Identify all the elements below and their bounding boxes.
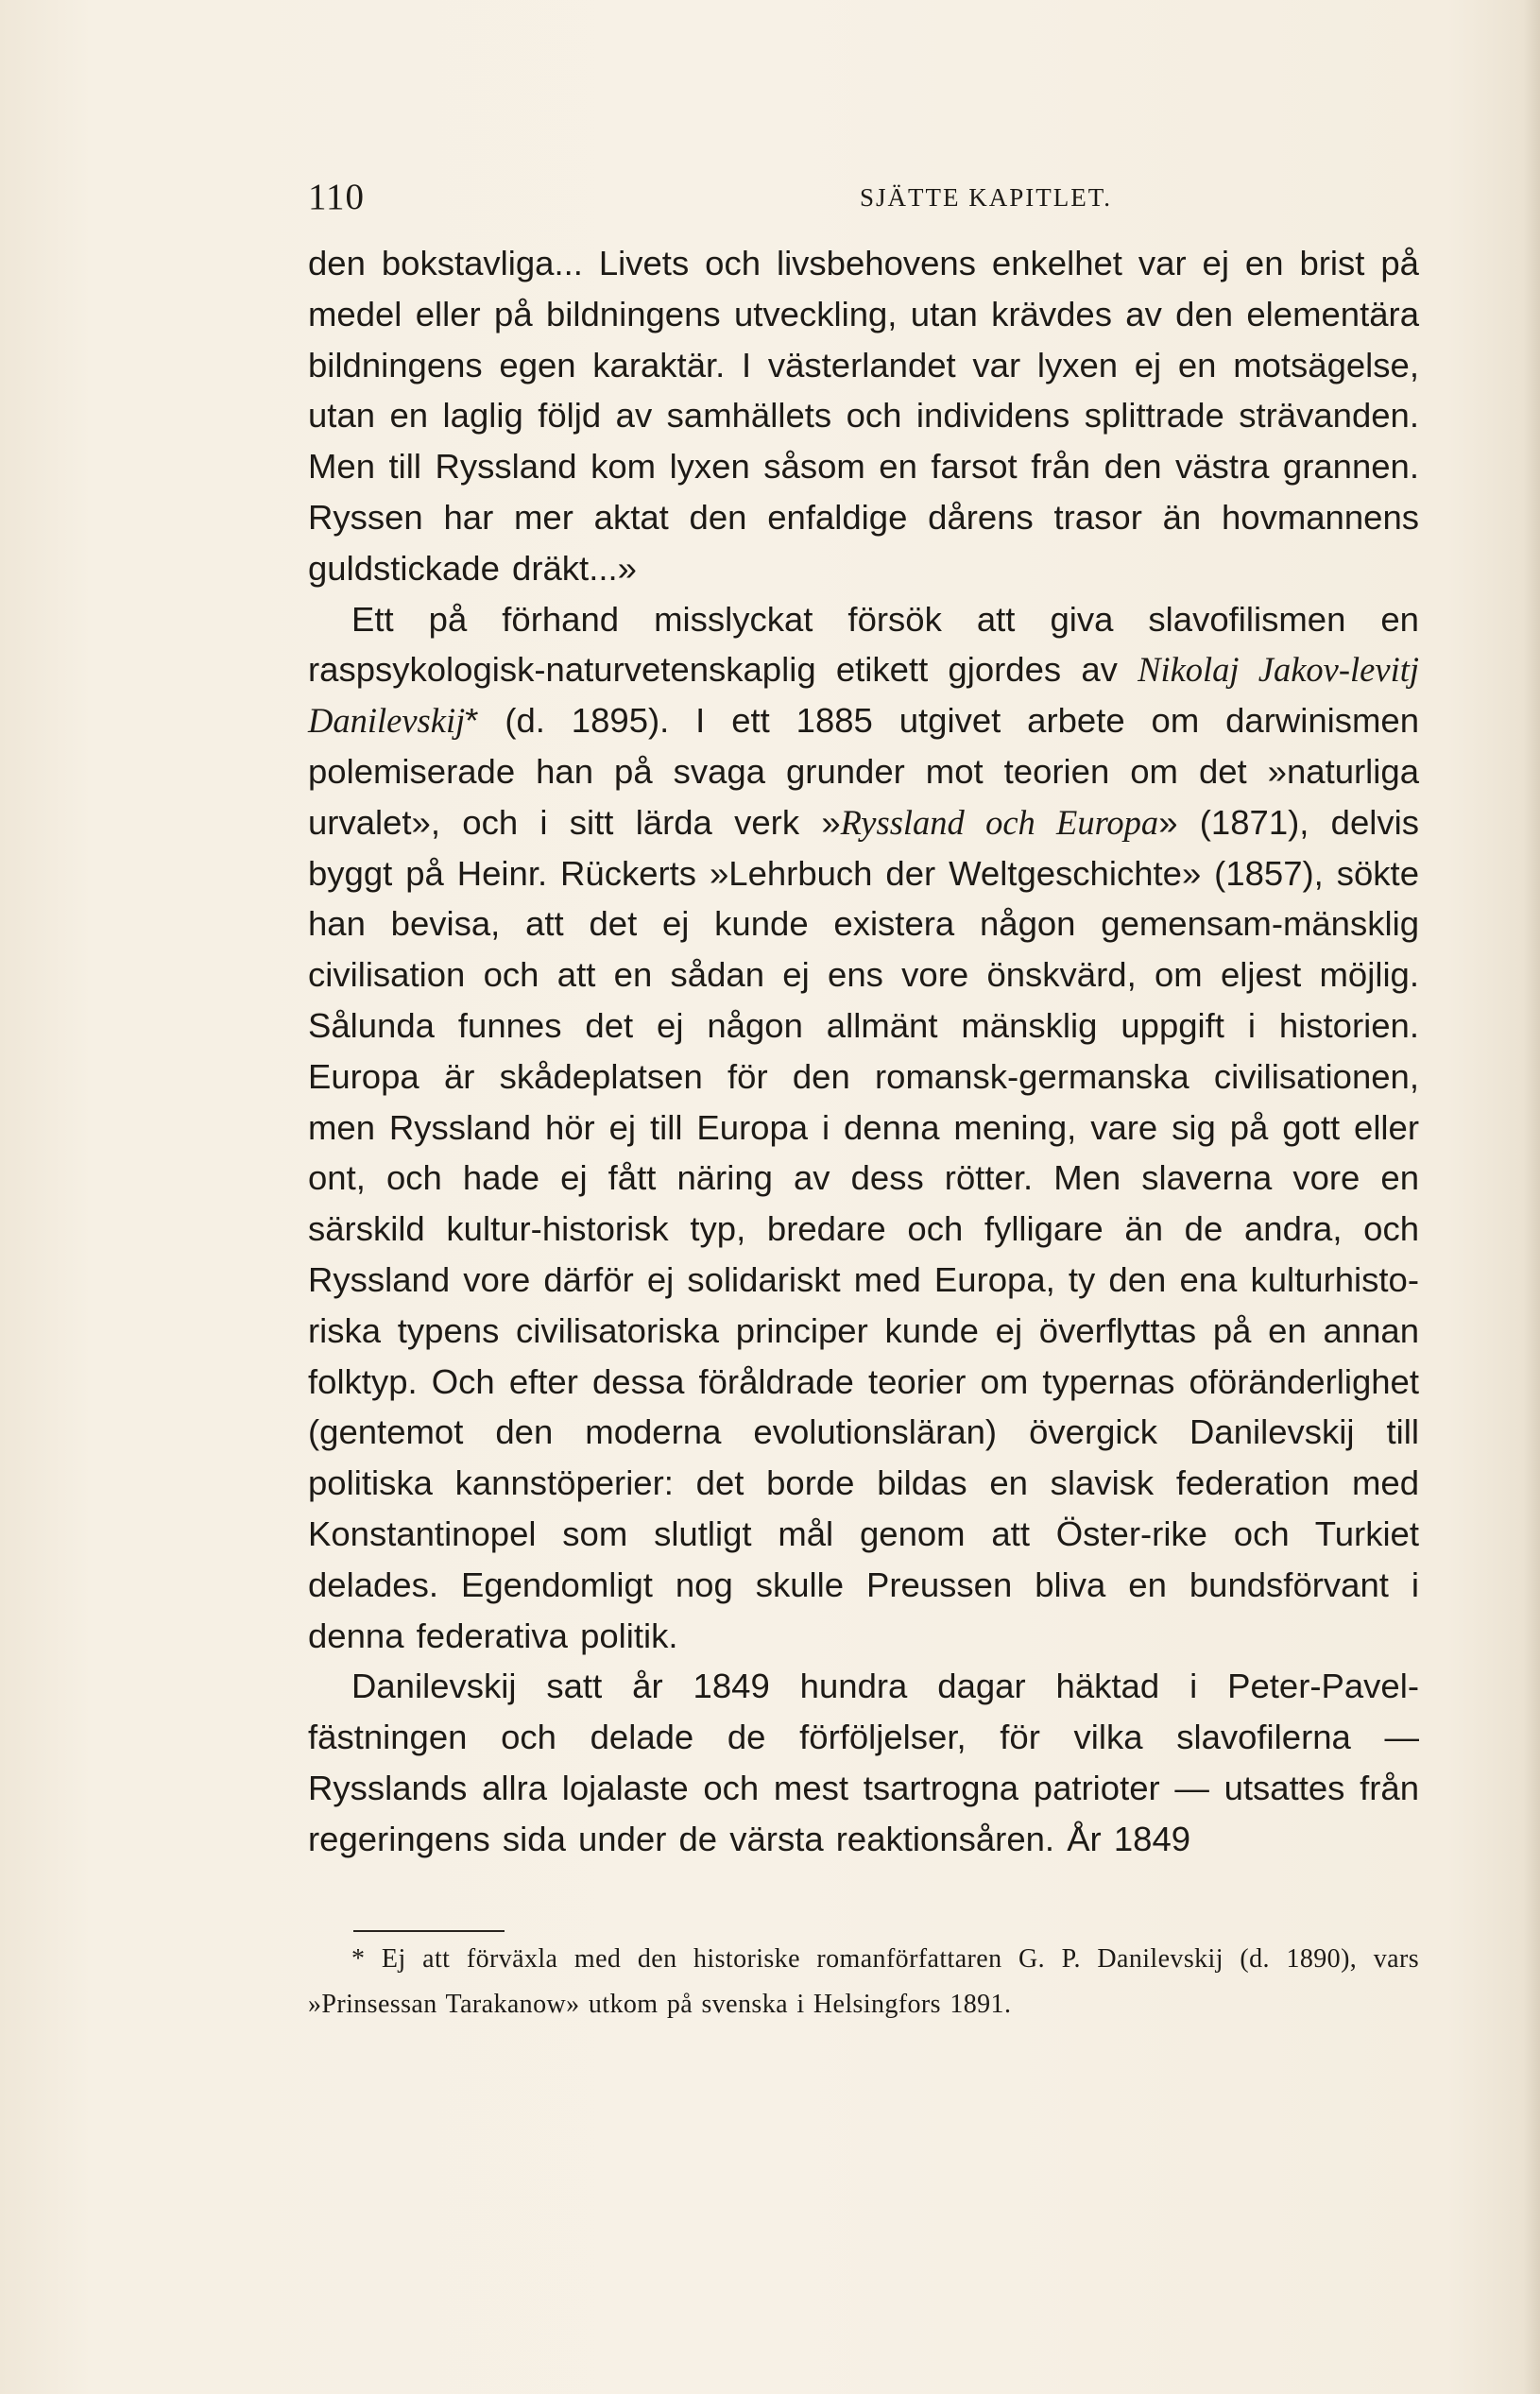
paragraph-1 — [308, 238, 1419, 594]
book-title-italic: Ryssland och Europa — [840, 802, 1159, 842]
page-header — [308, 176, 1419, 223]
paragraph-3 — [308, 1661, 1419, 1864]
text-segment: Ett på förhand misslyckat försök att giva slavofilismen en raspsykologisk-naturvetenskaplig etikett gjordes av — [308, 599, 1419, 690]
page-edge-shadow — [1523, 0, 1540, 2394]
page-number: 110 — [308, 177, 366, 217]
body-text — [308, 238, 1419, 1865]
running-title: SJÄTTE KAPITLET. — [860, 183, 1112, 212]
footnote-divider — [353, 1930, 505, 1932]
footnote — [308, 1937, 1419, 2027]
text-segment: * (d. 1895). I ett 1885 utgivet arbete om darwinismen polemiserade han på svaga grunder mot teorien om det »naturliga urvalet», och i sitt lärda verk » — [308, 701, 1419, 842]
footnote-text: * Ej att förväxla med den historiske romanförfattaren G. P. Danilevskij (d. 1890), vars »Prinsessan Tarakanow» utkom på svenska i Helsingfors 1891. — [308, 1944, 1419, 2019]
text-segment: den bokstavliga... Livets och livsbehovens enkelhet var ej en brist på medel eller på bildningens utveckling, utan krävdes av den elementära bildningens egen karaktär. I västerlandet var lyxen ej en motsägelse, utan en laglig följd av samhällets och individens splittrade strävanden. Men till Ryssland kom lyxen såsom en farsot från den västra grannen. Ryssen har mer aktat den enfaldige dårens trasor än hovmannens guldstickade dräkt...» — [308, 244, 1419, 588]
author-name-italic: Nikolaj Jakov-levitj Danilevskij — [308, 650, 1419, 741]
paragraph-2 — [308, 594, 1419, 1662]
text-segment: » (1871), delvis byggt på Heinr. Rückerts »Lehrbuch der Weltgeschichte» (1857), sökte han bevisa, att det ej kunde existera någon gemensam-mänsklig civilisation och att en sådan ej ens vore önskvärd, om eljest möjlig. Sålunda funnes det ej någon allmänt mänsklig uppgift i historien. Europa är skådeplatsen för den romansk-germanska civilisationen, men Ryssland hör ej till Europa i denna mening, vare sig på gott eller ont, och hade ej fått näring av dess rötter. Men slaverna vore en särskild kultur-historisk typ, bredare och fylligare än de andra, och Ryssland vore därför ej solidariskt med Europa, ty den ena kulturhisto-riska typens civilisatoriska principer kunde ej överflyttas på en annan folktyp. Och efter dessa föråldrade teorier om typernas oföränderlighet (gentemot den moderna evolutionsläran) övergick Danilevskij till politiska kannstöperier: det borde bildas en slavisk federation med Konstantinopel som slutligt mål genom att Öster-rike och Turkiet delades. Egendomligt nog skulle Preussen bliva en bundsförvant i denna federativa politik. — [308, 802, 1420, 1655]
text-segment: Danilevskij satt år 1849 hundra dagar häktad i Peter-Pavel-fästningen och delade de förföljelser, för vilka slavofilerna — Rysslands allra lojalaste och mest tsartrogna patrioter — utsattes från regeringens sida under de värsta reaktionsåren. År 1849 — [308, 1667, 1419, 1858]
